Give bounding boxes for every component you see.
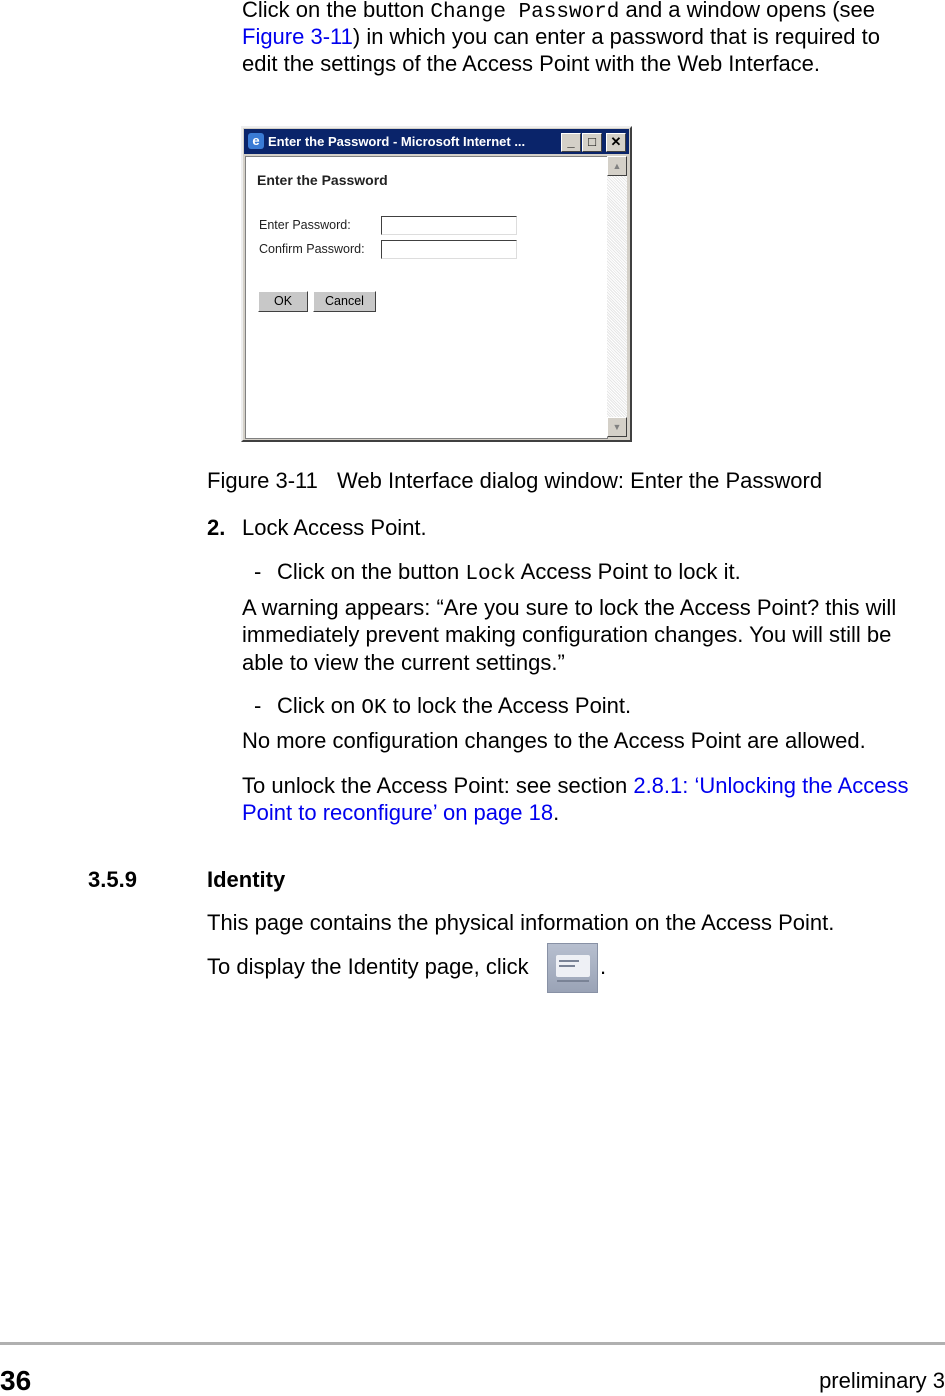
dialog-heading: Enter the Password [257, 172, 388, 188]
icon-line [559, 965, 575, 967]
code-lock: Lock [465, 563, 516, 586]
icon-line [557, 980, 589, 982]
intro-line-1 [242, 0, 875, 26]
warning-line-1: A warning appears: “Are you sure to lock the Access Point? this will [242, 595, 897, 620]
password-dialog [241, 126, 632, 442]
enter-password-label: Enter Password: [259, 218, 351, 232]
confirm-password-input[interactable] [381, 240, 517, 259]
identity-icon[interactable] [547, 943, 598, 993]
ok-button[interactable]: OK [258, 291, 308, 312]
text: Click on [277, 693, 362, 718]
code-change-password: Change Password [430, 1, 620, 24]
section-number: 3.5.9 [88, 867, 137, 892]
bullet-lock [277, 559, 741, 588]
bullet-ok [277, 693, 631, 722]
page-number: 36 [0, 1365, 32, 1396]
text: to lock the Access Point. [386, 693, 632, 718]
text: . [600, 954, 607, 979]
unlock-section-link[interactable]: Point to reconfigure’ on page 18 [242, 800, 554, 825]
footer-divider [0, 1342, 945, 1345]
minimize-button[interactable]: _ [561, 133, 581, 152]
unlock-line-2 [242, 800, 559, 826]
intro-line-2 [242, 24, 880, 50]
text: Click on the button [277, 559, 466, 584]
maximize-button[interactable]: □ [582, 133, 602, 152]
dialog-title: Enter the Password - Microsoft Internet ... [268, 134, 526, 149]
text: ) in which you can enter a password that is required to [352, 24, 880, 49]
text: and a window opens (see [619, 0, 875, 22]
section-paragraph: This page contains the physical information on the Access Point. [207, 910, 835, 935]
figure-number: Figure 3-11 [207, 468, 318, 493]
scroll-up-icon[interactable]: ▲ [607, 156, 627, 176]
no-more-changes-text: No more configuration changes to the Access Point are allowed. [242, 728, 866, 753]
confirm-password-label: Confirm Password: [259, 242, 365, 256]
text: . [553, 800, 560, 825]
dialog-content [245, 156, 608, 439]
enter-password-input[interactable] [381, 216, 517, 235]
step-title: Lock Access Point. [242, 515, 427, 540]
warning-line-3: able to view the current settings.” [242, 650, 565, 675]
text: Click on the button [242, 0, 431, 22]
code-ok: OK [361, 697, 387, 720]
unlock-line-1 [242, 773, 908, 799]
scroll-down-icon[interactable]: ▼ [607, 417, 627, 437]
intro-line-3: edit the settings of the Access Point with the Web Interface. [242, 51, 821, 76]
footer-label: preliminary 3 [819, 1368, 945, 1393]
bullet-dash: - [254, 559, 262, 584]
warning-line-2: immediately prevent making configuration changes. You will still be [242, 622, 892, 647]
step-number: 2. [207, 515, 226, 540]
scrollbar[interactable] [607, 156, 627, 437]
figure-caption: Web Interface dialog window: Enter the Password [337, 468, 823, 493]
cancel-button[interactable]: Cancel [313, 291, 376, 312]
text: Access Point to lock it. [515, 559, 741, 584]
section-title: Identity [207, 867, 286, 892]
icon-line [559, 960, 579, 962]
figure-link[interactable]: Figure 3-11 [242, 24, 353, 49]
title-bar [244, 129, 629, 154]
ie-icon: e [248, 133, 264, 149]
bullet-dash: - [254, 693, 262, 718]
close-button[interactable]: ✕ [606, 133, 626, 152]
unlock-section-link[interactable]: 2.8.1: ‘Unlocking the Access [633, 773, 909, 798]
identity-instruction: To display the Identity page, click [207, 954, 529, 979]
text: To unlock the Access Point: see section [242, 773, 634, 798]
